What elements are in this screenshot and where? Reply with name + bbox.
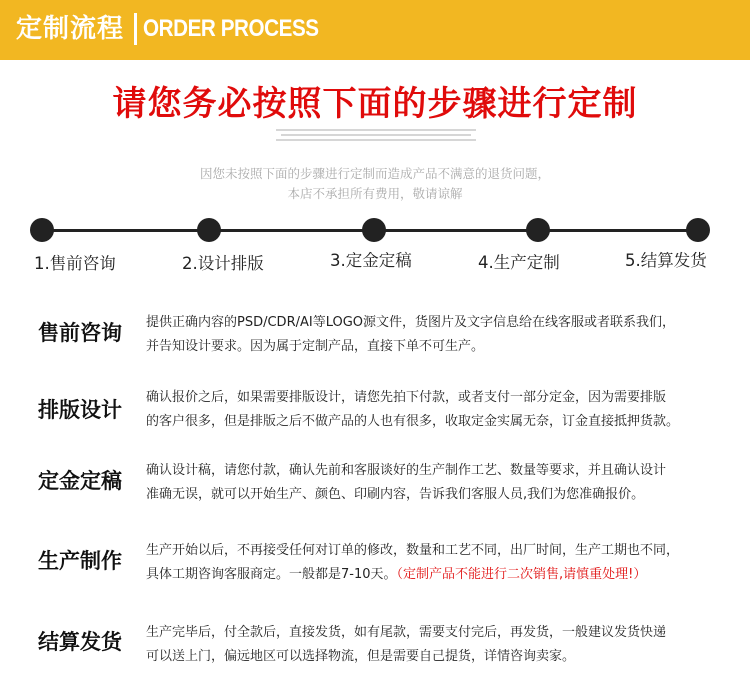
header-title-cn: 定制流程 — [16, 14, 125, 44]
section-desc-line-1: 确认设计稿，请您付款，确认先前和客服谈好的生产制作工艺、数量等要求，并且确认设计 — [146, 463, 667, 478]
section-desc-line-2: 准确无误，就可以开始生产、颜色、印刷内容，告诉我们客服人员,我们为您准确报价。 — [146, 487, 645, 502]
section-desc-line-1: 生产完毕后，付全款后，直接发货，如有尾款，需要支付完后，再发货，一般建议发货快递 — [146, 625, 667, 640]
section-desc-deposit — [146, 459, 716, 507]
section-desc-line-2: 的客户很多，但是排版之后不做产品的人也有很多，收取定金实属无奈，订金直接抵押货款。 — [146, 414, 680, 429]
section-desc-line-2: 可以送上门，偏远地区可以选择物流，但是需要自己提货，详情咨询卖家。 — [146, 649, 576, 664]
section-desc-line-2 — [146, 563, 716, 587]
section-desc-line-1: 提供正确内容的PSD/CDR/AI等LOGO源文件，货图片及文字信息给在线客服或者联系我们， — [146, 315, 676, 330]
notice-line-2: 本店不承担所有费用，敬请谅解 — [287, 186, 463, 201]
notice — [0, 164, 750, 204]
section-title-production: 生产制作 — [38, 549, 122, 573]
step-label-1: 1.售前咨询 — [34, 254, 116, 273]
step-label-4: 4.生产定制 — [478, 253, 560, 272]
section-title-layout: 排版设计 — [38, 398, 122, 422]
process-timeline — [0, 208, 750, 256]
header-bar — [0, 0, 750, 60]
section-desc-line-2-text: 具体工期咨询客服商定。一般都是7-10天。 — [146, 567, 397, 582]
timeline-dot-3 — [362, 218, 386, 242]
section-desc-line-1: 生产开始以后，不再接受任何对订单的修改，数量和工艺不同，出厂时间，生产工期也不同， — [146, 543, 680, 558]
timeline-dot-2 — [197, 218, 221, 242]
section-desc-layout — [146, 386, 716, 434]
section-desc-production — [146, 539, 716, 587]
decorative-faint-lines — [276, 129, 476, 151]
warning-text: （定制产品不能进行二次销售,请慎重处理!） — [396, 567, 647, 582]
section-title-settlement: 结算发货 — [38, 630, 122, 654]
header-divider — [134, 13, 137, 45]
section-title-presale: 售前咨询 — [38, 321, 122, 345]
header-title-en: ORDER PROCESS — [143, 15, 319, 42]
step-label-2: 2.设计排版 — [182, 254, 264, 273]
section-title-deposit: 定金定稿 — [38, 469, 122, 493]
section-desc-settlement — [146, 621, 716, 669]
step-label-3: 3.定金定稿 — [330, 251, 412, 270]
timeline-dot-1 — [30, 218, 54, 242]
main-title: 请您务必按照下面的步骤进行定制 — [112, 84, 638, 124]
section-desc-line-2: 并告知设计要求。因为属于定制产品，直接下单不可生产。 — [146, 339, 485, 354]
timeline-dot-5 — [686, 218, 710, 242]
section-desc-line-1: 确认报价之后，如果需要排版设计，请您先拍下付款，或者支付一部分定金，因为需要排版 — [146, 390, 667, 405]
timeline-dot-4 — [526, 218, 550, 242]
step-label-5: 5.结算发货 — [625, 251, 707, 270]
notice-line-1: 因您未按照下面的步骤进行定制而造成产品不满意的退货问题， — [199, 166, 550, 181]
section-desc-presale — [146, 311, 716, 359]
